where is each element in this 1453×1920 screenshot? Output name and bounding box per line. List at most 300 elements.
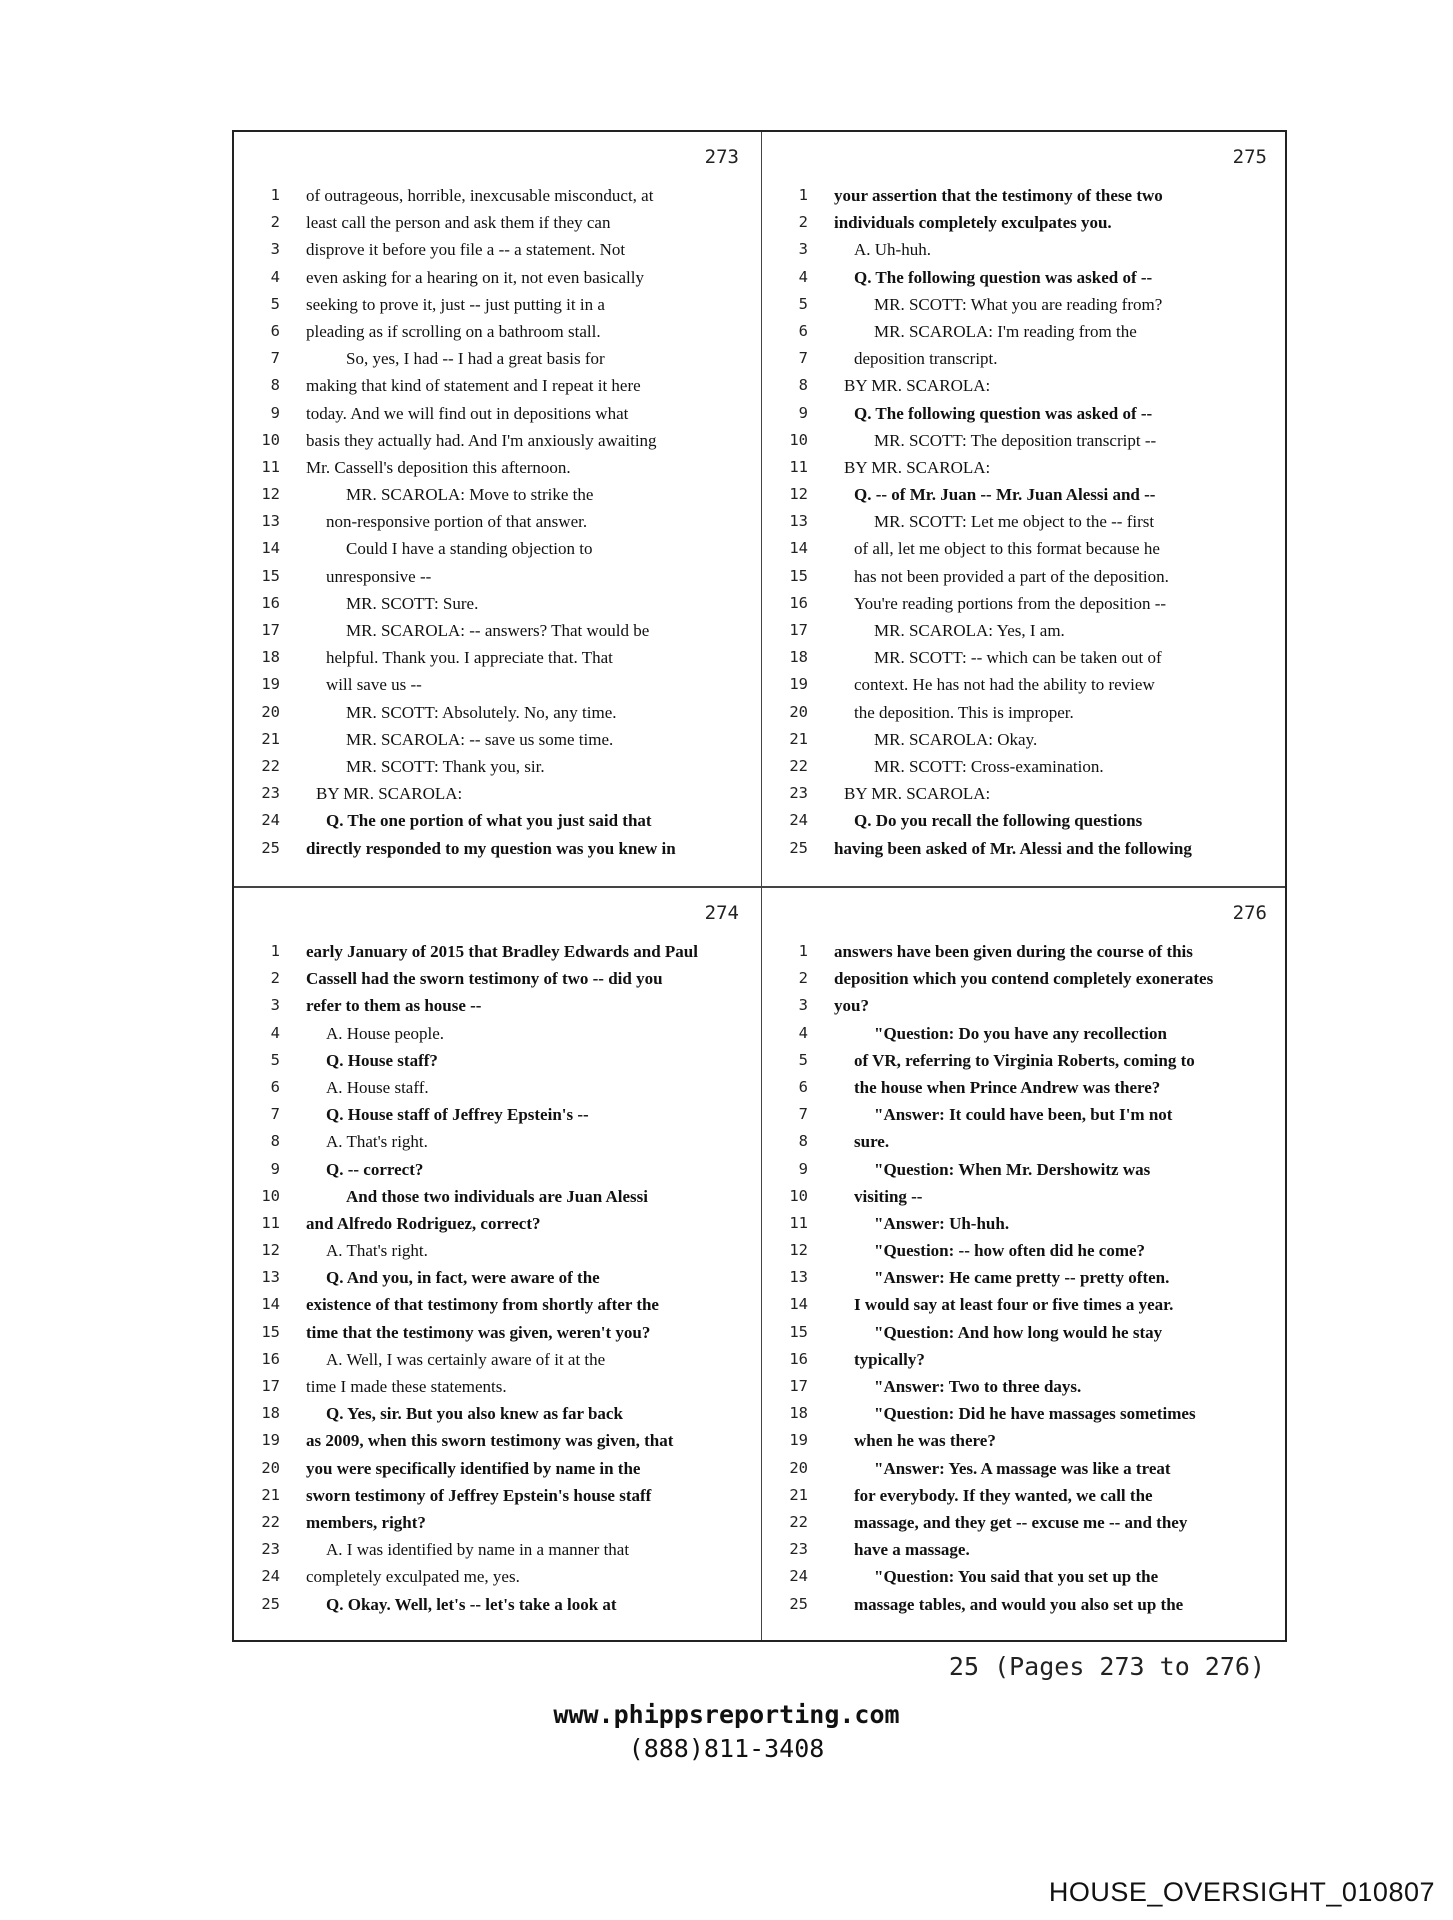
line-text: BY MR. SCAROLA: [844, 784, 991, 804]
transcript-line [234, 508, 761, 535]
transcript-line [234, 318, 761, 345]
transcript-line [762, 318, 1289, 345]
line-number: 3 [270, 996, 280, 1015]
line-text: BY MR. SCAROLA: [844, 376, 991, 396]
line-number: 5 [270, 294, 280, 313]
line-number: 18 [789, 648, 808, 667]
transcript-line [762, 1509, 1289, 1536]
line-text: sworn testimony of Jeffrey Epstein's house staff [306, 1485, 652, 1505]
line-number: 23 [789, 1540, 808, 1559]
line-text: "Answer: Uh-huh. [874, 1213, 1010, 1233]
line-text: MR. SCOTT: What you are reading from? [874, 294, 1163, 314]
page-number: 273 [704, 146, 739, 168]
line-text: MR. SCOTT: The deposition transcript -- [874, 430, 1157, 450]
line-number: 14 [789, 539, 808, 558]
transcript-line [234, 481, 761, 508]
transcript-line [234, 1509, 761, 1536]
transcript-line [762, 617, 1289, 644]
line-text: A. That's right. [326, 1132, 428, 1152]
line-number: 18 [789, 1404, 808, 1423]
line-text: MR. SCOTT: Thank you, sir. [346, 756, 545, 776]
line-number: 1 [798, 186, 808, 204]
transcript-line [234, 965, 761, 992]
line-text: seeking to prove it, just -- just putting it in a [306, 294, 605, 314]
line-number: 9 [270, 403, 280, 422]
bates-number: HOUSE_OVERSIGHT_010807 [1048, 1877, 1435, 1907]
line-number: 14 [789, 1295, 808, 1314]
transcript-line [762, 1400, 1289, 1427]
reporter-phone: (888)811-3408 [628, 1734, 825, 1763]
line-text: A. I was identified by name in a manner that [326, 1540, 630, 1560]
line-text: "Question: And how long would he stay [874, 1322, 1163, 1342]
line-number: 5 [270, 1050, 280, 1069]
line-number: 6 [270, 321, 280, 340]
line-text: for everybody. If they wanted, we call the [854, 1485, 1153, 1505]
line-text: even asking for a hearing on it, not even basically [306, 267, 644, 287]
transcript-line [762, 372, 1289, 399]
transcript-line [762, 938, 1289, 965]
line-number: 20 [261, 1458, 280, 1477]
line-number: 1 [798, 942, 808, 960]
line-number: 21 [261, 1485, 280, 1504]
line-number: 22 [789, 1512, 808, 1531]
line-text: unresponsive -- [326, 566, 432, 586]
transcript-line [762, 563, 1289, 590]
line-number: 2 [270, 969, 280, 988]
line-text: A. House staff. [326, 1077, 429, 1097]
line-number: 11 [789, 1213, 808, 1232]
line-text: Q. The following question was asked of -- [854, 403, 1153, 423]
line-text: massage tables, and would you also set up the [854, 1594, 1184, 1614]
line-text: of all, let me object to this format because he [854, 539, 1160, 559]
line-text: Cassell had the sworn testimony of two -- did you [306, 969, 663, 989]
line-text: You're reading portions from the deposition -- [854, 593, 1167, 613]
line-text: MR. SCOTT: -- which can be taken out of [874, 648, 1162, 668]
line-text: sure. [854, 1132, 890, 1152]
line-text: having been asked of Mr. Alessi and the following [834, 838, 1192, 858]
line-number: 2 [798, 969, 808, 988]
page-range-label: 25 (Pages 273 to 276) [948, 1652, 1265, 1681]
line-number: 7 [270, 1105, 280, 1124]
line-text: pleading as if scrolling on a bathroom stall. [306, 321, 601, 341]
transcript-line [762, 427, 1289, 454]
line-text: directly responded to my question was you knew in [306, 838, 676, 858]
transcript-line [762, 236, 1289, 263]
page-number: 276 [1232, 902, 1267, 924]
line-text: And those two individuals are Juan Alessi [346, 1186, 648, 1206]
line-number: 10 [261, 430, 280, 449]
line-number: 11 [261, 457, 280, 476]
transcript-line [234, 535, 761, 562]
line-number: 15 [261, 566, 280, 585]
line-text: A. Well, I was certainly aware of it at the [326, 1349, 606, 1369]
transcript-line [234, 699, 761, 726]
line-number: 11 [261, 1213, 280, 1232]
transcript-line [234, 938, 761, 965]
line-text: "Question: -- how often did he come? [874, 1241, 1146, 1261]
line-text: individuals completely exculpates you. [834, 213, 1112, 233]
transcript-line [234, 1183, 761, 1210]
line-number: 9 [798, 1159, 808, 1178]
line-number: 4 [270, 267, 280, 286]
line-text: answers have been given during the course of this [834, 942, 1193, 961]
transcript-line [234, 835, 761, 862]
transcript-line [762, 1237, 1289, 1264]
page-number: 274 [704, 902, 739, 924]
line-number: 24 [789, 1567, 808, 1586]
line-text: Q. House staff? [326, 1050, 438, 1070]
transcript-line [762, 1373, 1289, 1400]
line-text: MR. SCAROLA: Yes, I am. [874, 621, 1065, 640]
line-number: 19 [789, 1431, 808, 1450]
line-number: 21 [261, 729, 280, 748]
transcript-line [234, 1210, 761, 1237]
line-text: has not been provided a part of the deposition. [854, 566, 1169, 586]
transcript-line [234, 1020, 761, 1047]
transcript-line [234, 1373, 761, 1400]
line-text: disprove it before you file a -- a statement. Not [306, 240, 626, 260]
transcript-line [762, 182, 1289, 209]
line-text: MR. SCAROLA: -- answers? That would be [346, 621, 650, 640]
line-text: non-responsive portion of that answer. [326, 512, 588, 532]
line-number: 13 [261, 1268, 280, 1287]
transcript-line [762, 590, 1289, 617]
line-text: deposition which you contend completely exonerates [834, 969, 1214, 989]
transcript-line [234, 264, 761, 291]
transcript-line [762, 753, 1289, 780]
line-text: will save us -- [326, 675, 422, 695]
line-number: 13 [789, 1268, 808, 1287]
transcript-line [762, 535, 1289, 562]
line-text: A. Uh-huh. [854, 240, 931, 260]
line-text: Q. House staff of Jeffrey Epstein's -- [326, 1105, 589, 1125]
transcript-sheet [232, 130, 1287, 1642]
transcript-line [762, 726, 1289, 753]
line-text: MR. SCOTT: Sure. [346, 593, 479, 613]
line-text: Q. Do you recall the following questions [854, 811, 1143, 831]
transcript-line [234, 780, 761, 807]
transcript-line [234, 427, 761, 454]
transcript-line [762, 209, 1289, 236]
line-text: BY MR. SCAROLA: [316, 784, 463, 804]
line-number: 4 [798, 267, 808, 286]
line-number: 21 [789, 729, 808, 748]
transcript-line [762, 1346, 1289, 1373]
line-text: MR. SCAROLA: -- save us some time. [346, 729, 614, 749]
transcript-line [234, 1319, 761, 1346]
line-number: 3 [798, 996, 808, 1015]
line-number: 16 [261, 1349, 280, 1368]
transcript-line [234, 992, 761, 1019]
transcript-line [762, 965, 1289, 992]
transcript-line [234, 644, 761, 671]
line-number: 7 [270, 349, 280, 368]
transcript-line [762, 400, 1289, 427]
reporter-website: www.phippsreporting.com [553, 1700, 900, 1729]
transcript-line [234, 1237, 761, 1264]
transcript-page-273 [234, 132, 761, 886]
line-text: context. He has not had the ability to review [854, 675, 1155, 695]
line-text: Could I have a standing objection to [346, 539, 593, 559]
transcript-line [762, 807, 1289, 834]
line-number: 15 [789, 566, 808, 585]
line-number: 23 [789, 784, 808, 803]
line-number: 17 [261, 621, 280, 639]
transcript-line [762, 671, 1289, 698]
transcript-page-274 [234, 888, 761, 1642]
line-text: the deposition. This is improper. [854, 702, 1074, 722]
line-number: 12 [789, 485, 808, 504]
transcript-line [234, 563, 761, 590]
transcript-line [762, 1291, 1289, 1318]
line-text: typically? [854, 1349, 925, 1369]
transcript-line [762, 264, 1289, 291]
transcript-lines [762, 182, 1289, 862]
line-text: MR. SCOTT: Cross-examination. [874, 756, 1104, 776]
line-number: 13 [261, 512, 280, 531]
transcript-line [234, 1047, 761, 1074]
line-text: MR. SCAROLA: I'm reading from the [874, 321, 1137, 341]
transcript-lines [762, 938, 1289, 1618]
line-text: Q. Okay. Well, let's -- let's take a look at [326, 1594, 617, 1614]
line-number: 18 [261, 1404, 280, 1423]
line-number: 1 [270, 942, 280, 960]
line-text: Q. Yes, sir. But you also knew as far back [326, 1404, 623, 1424]
transcript-line [762, 1020, 1289, 1047]
line-number: 10 [261, 1186, 280, 1205]
line-text: you? [834, 996, 869, 1016]
transcript-line [762, 1183, 1289, 1210]
transcript-line [762, 1319, 1289, 1346]
line-text: making that kind of statement and I repeat it here [306, 376, 641, 396]
line-number: 15 [789, 1322, 808, 1341]
line-number: 9 [798, 403, 808, 422]
line-text: the house when Prince Andrew was there? [854, 1077, 1161, 1097]
line-text: massage, and they get -- excuse me -- and they [854, 1512, 1188, 1532]
line-number: 13 [789, 512, 808, 531]
transcript-line [762, 1210, 1289, 1237]
transcript-line [234, 1346, 761, 1373]
transcript-line [234, 807, 761, 834]
transcript-line [762, 1101, 1289, 1128]
transcript-line [234, 671, 761, 698]
line-number: 24 [261, 1567, 280, 1586]
line-number: 6 [270, 1077, 280, 1096]
transcript-line [234, 1427, 761, 1454]
line-number: 11 [789, 457, 808, 476]
transcript-line [762, 780, 1289, 807]
line-number: 20 [789, 1458, 808, 1477]
line-text: refer to them as house -- [306, 996, 482, 1016]
transcript-lines [234, 182, 761, 862]
transcript-line [234, 291, 761, 318]
line-number: 7 [798, 349, 808, 368]
line-text: "Question: You said that you set up the [874, 1567, 1159, 1587]
line-number: 22 [261, 756, 280, 775]
line-number: 20 [789, 702, 808, 721]
line-text: when he was there? [854, 1431, 996, 1451]
line-text: Q. The following question was asked of -- [854, 267, 1153, 287]
transcript-line [234, 1400, 761, 1427]
line-number: 3 [798, 240, 808, 259]
line-number: 5 [798, 294, 808, 313]
line-number: 19 [789, 675, 808, 694]
transcript-line [762, 699, 1289, 726]
transcript-line [762, 992, 1289, 1019]
line-text: and Alfredo Rodriguez, correct? [306, 1213, 541, 1233]
line-number: 4 [798, 1023, 808, 1042]
line-text: today. And we will find out in depositions what [306, 403, 629, 423]
transcript-line [234, 1455, 761, 1482]
line-number: 4 [270, 1023, 280, 1042]
line-text: Q. The one portion of what you just said that [326, 811, 652, 831]
line-number: 8 [798, 1132, 808, 1151]
transcript-line [762, 1047, 1289, 1074]
line-text: So, yes, I had -- I had a great basis for [346, 349, 605, 369]
transcript-line [234, 1101, 761, 1128]
transcript-line [234, 209, 761, 236]
line-number: 2 [798, 213, 808, 232]
transcript-line [762, 1482, 1289, 1509]
line-text: completely exculpated me, yes. [306, 1567, 520, 1587]
line-text: A. That's right. [326, 1241, 428, 1261]
line-number: 21 [789, 1485, 808, 1504]
transcript-line [234, 400, 761, 427]
line-text: MR. SCAROLA: Okay. [874, 729, 1038, 749]
line-number: 22 [789, 756, 808, 775]
line-text: BY MR. SCAROLA: [844, 457, 991, 477]
line-number: 2 [270, 213, 280, 232]
transcript-line [234, 372, 761, 399]
transcript-line [234, 617, 761, 644]
line-number: 6 [798, 1077, 808, 1096]
line-number: 19 [261, 675, 280, 694]
line-text: time that the testimony was given, weren't you? [306, 1322, 651, 1342]
line-text: MR. SCAROLA: Move to strike the [346, 485, 594, 505]
horizontal-divider [234, 886, 1285, 888]
line-text: of outrageous, horrible, inexcusable misconduct, at [306, 186, 654, 205]
line-number: 20 [261, 702, 280, 721]
transcript-line [762, 291, 1289, 318]
transcript-line [762, 835, 1289, 862]
line-number: 17 [261, 1377, 280, 1395]
line-text: of VR, referring to Virginia Roberts, coming to [854, 1050, 1195, 1070]
transcript-page-275 [762, 132, 1289, 886]
transcript-line [234, 1291, 761, 1318]
line-number: 18 [261, 648, 280, 667]
transcript-line [762, 644, 1289, 671]
transcript-page-276 [762, 888, 1289, 1642]
transcript-line [234, 753, 761, 780]
line-number: 24 [261, 811, 280, 830]
line-text: Q. -- of Mr. Juan -- Mr. Juan Alessi and -- [854, 485, 1156, 505]
transcript-line [234, 454, 761, 481]
transcript-line [762, 1427, 1289, 1454]
transcript-line [762, 1264, 1289, 1291]
transcript-line [762, 1536, 1289, 1563]
line-number: 14 [261, 539, 280, 558]
line-number: 7 [798, 1105, 808, 1124]
line-number: 15 [261, 1322, 280, 1341]
transcript-line [234, 1563, 761, 1590]
line-number: 25 [789, 1594, 808, 1613]
line-number: 17 [789, 621, 808, 639]
line-number: 25 [789, 838, 808, 857]
transcript-line [762, 1591, 1289, 1618]
line-number: 8 [270, 1132, 280, 1151]
line-text: members, right? [306, 1512, 426, 1532]
line-number: 16 [261, 593, 280, 612]
line-text: MR. SCOTT: Absolutely. No, any time. [346, 702, 617, 722]
transcript-line [234, 1074, 761, 1101]
line-text: Mr. Cassell's deposition this afternoon. [306, 457, 571, 477]
line-text: deposition transcript. [854, 349, 998, 369]
line-number: 16 [789, 593, 808, 612]
line-number: 1 [270, 186, 280, 204]
line-text: time I made these statements. [306, 1377, 507, 1396]
transcript-line [762, 1563, 1289, 1590]
line-number: 6 [798, 321, 808, 340]
line-text: your assertion that the testimony of these two [834, 186, 1163, 205]
line-number: 14 [261, 1295, 280, 1314]
line-number: 12 [261, 1241, 280, 1260]
transcript-line [762, 1074, 1289, 1101]
line-number: 25 [261, 1594, 280, 1613]
line-text: "Answer: Two to three days. [874, 1377, 1082, 1396]
transcript-line [234, 182, 761, 209]
line-text: least call the person and ask them if they can [306, 213, 611, 233]
transcript-line [234, 1482, 761, 1509]
line-text: MR. SCOTT: Let me object to the -- first [874, 512, 1155, 532]
line-number: 19 [261, 1431, 280, 1450]
line-number: 23 [261, 1540, 280, 1559]
line-number: 10 [789, 430, 808, 449]
transcript-line [234, 1264, 761, 1291]
line-text: you were specifically identified by name in the [306, 1458, 641, 1478]
transcript-line [762, 345, 1289, 372]
line-number: 12 [261, 485, 280, 504]
line-text: visiting -- [854, 1186, 923, 1206]
line-text: "Answer: He came pretty -- pretty often. [874, 1268, 1170, 1288]
line-number: 16 [789, 1349, 808, 1368]
line-text: "Answer: It could have been, but I'm not [874, 1105, 1173, 1125]
line-number: 9 [270, 1159, 280, 1178]
transcript-line [234, 726, 761, 753]
line-number: 25 [261, 838, 280, 857]
line-number: 8 [270, 376, 280, 395]
transcript-line [234, 1536, 761, 1563]
line-text: "Question: Do you have any recollection [874, 1023, 1167, 1043]
line-number: 24 [789, 811, 808, 830]
line-text: "Question: When Mr. Dershowitz was [874, 1159, 1151, 1179]
transcript-line [234, 1156, 761, 1183]
transcript-line [234, 1591, 761, 1618]
line-text: existence of that testimony from shortly after the [306, 1295, 659, 1315]
transcript-line [762, 481, 1289, 508]
line-text: early January of 2015 that Bradley Edwards and Paul [306, 942, 698, 961]
line-number: 3 [270, 240, 280, 259]
line-number: 5 [798, 1050, 808, 1069]
transcript-line [762, 454, 1289, 481]
line-text: "Question: Did he have massages sometimes [874, 1404, 1196, 1424]
line-text: as 2009, when this sworn testimony was given, that [306, 1431, 674, 1451]
line-text: Q. -- correct? [326, 1159, 424, 1179]
transcript-line [234, 1128, 761, 1155]
transcript-line [234, 236, 761, 263]
transcript-line [762, 1156, 1289, 1183]
line-text: "Answer: Yes. A massage was like a treat [874, 1458, 1171, 1478]
line-text: helpful. Thank you. I appreciate that. That [326, 648, 613, 668]
